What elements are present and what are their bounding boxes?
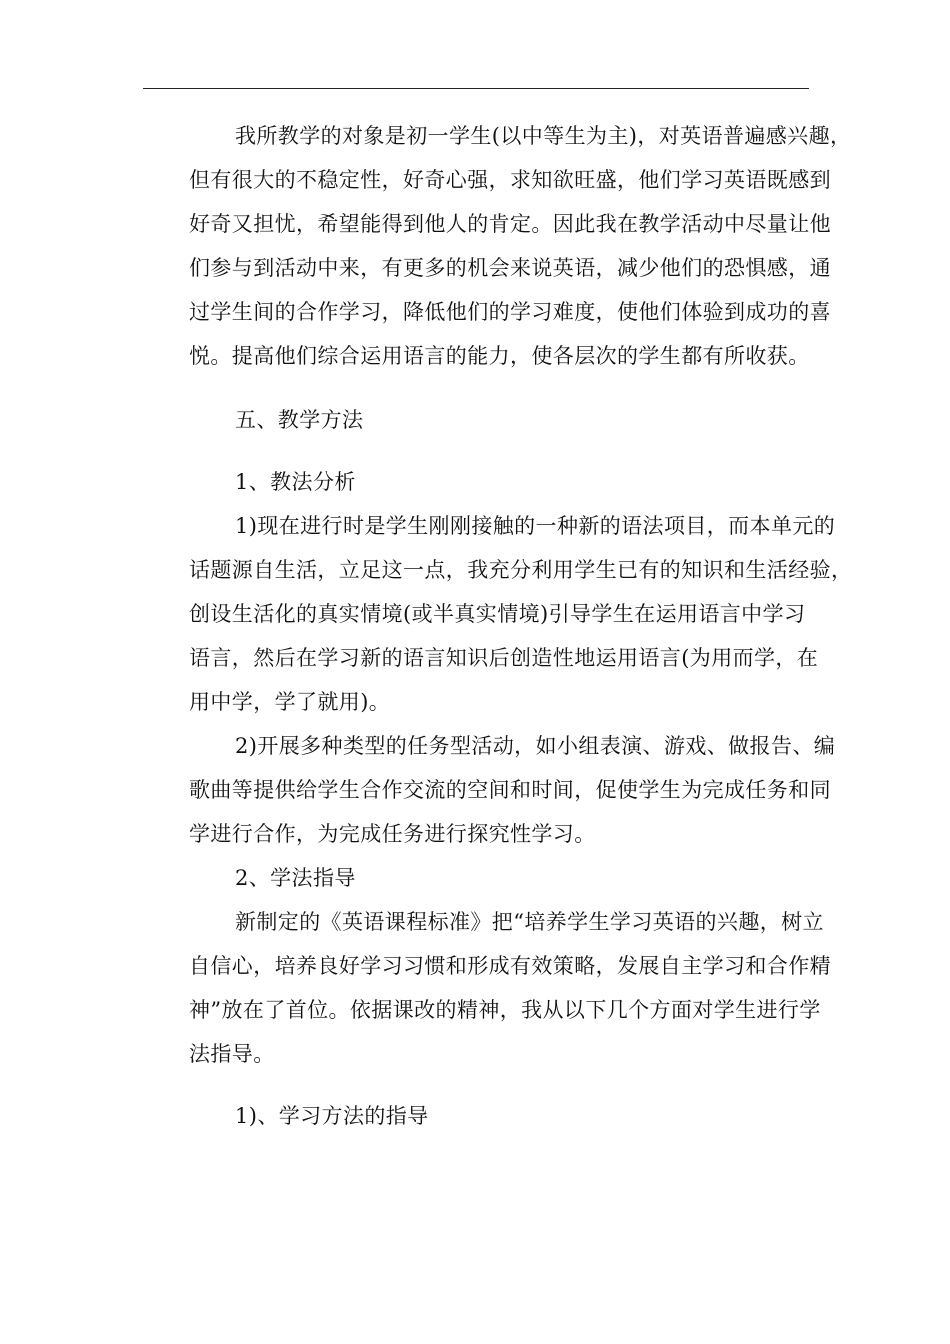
document-body [143,114,853,1138]
heading-text: 五、教学方法 [235,408,364,432]
text-line: 话题源自生活，立足这一点，我充分利用学生已有的知识和生活经验， [189,558,853,582]
subheading-study-methods [143,1094,809,1138]
text-line: 神”放在了首位。依据课改的精神，我从以下几个方面对学生进行学 [189,998,821,1022]
text-line: 学进行合作，为完成任务进行探究性学习。 [189,822,596,846]
paragraph-student-analysis [143,114,852,378]
text-line: 2)开展多种类型的任务型活动，如小组表演、游戏、做报告、编 [235,734,836,758]
text-line: 好奇又担忧，希望能得到他人的肯定。因此我在教学活动中尽量让他 [189,212,831,236]
heading-text: 2、学法指导 [235,866,356,890]
text-line: 创设生活化的真实情境(或半真实情境)引导学生在运用语言中学习 [189,602,806,626]
subheading-learning-guidance [143,856,809,900]
text-line: 过学生间的合作学习，降低他们的学习难度，使他们体验到成功的喜 [189,300,831,324]
subheading-method-analysis [143,460,809,504]
heading-text: 1)、学习方法的指导 [235,1104,429,1128]
paragraph-method-1 [143,504,853,724]
heading-text: 1、教法分析 [235,470,356,494]
paragraph-method-2 [143,724,836,856]
paragraph-curriculum-standard [143,900,831,1076]
text-line: 新制定的《英语课程标准》把“培养学生学习英语的兴趣，树立 [235,910,824,934]
header-rule [143,88,809,89]
text-line: 语言，然后在学习新的语言知识后创造性地运用语言(为用而学，在 [189,646,819,670]
text-line: 们参与到活动中来，有更多的机会来说英语，减少他们的恐惧感，通 [189,256,831,280]
section-heading-teaching-methods [143,398,809,442]
text-line: 我所教学的对象是初一学生(以中等生为主)，对英语普遍感兴趣， [235,124,852,148]
text-line: 自信心，培养良好学习习惯和形成有效策略，发展自主学习和合作精 [189,954,831,978]
text-line: 1)现在进行时是学生刚刚接触的一种新的语法项目，而本单元的 [235,514,836,538]
text-line: 悦。提高他们综合运用语言的能力，使各层次的学生都有所收获。 [189,344,810,368]
text-line: 但有很大的不稳定性，好奇心强，求知欲旺盛，他们学习英语既感到 [189,168,831,192]
text-line: 用中学，学了就用)。 [189,690,391,714]
text-line: 法指导。 [189,1042,275,1066]
text-line: 歌曲等提供给学生合作交流的空间和时间，促使学生为完成任务和同 [189,778,831,802]
